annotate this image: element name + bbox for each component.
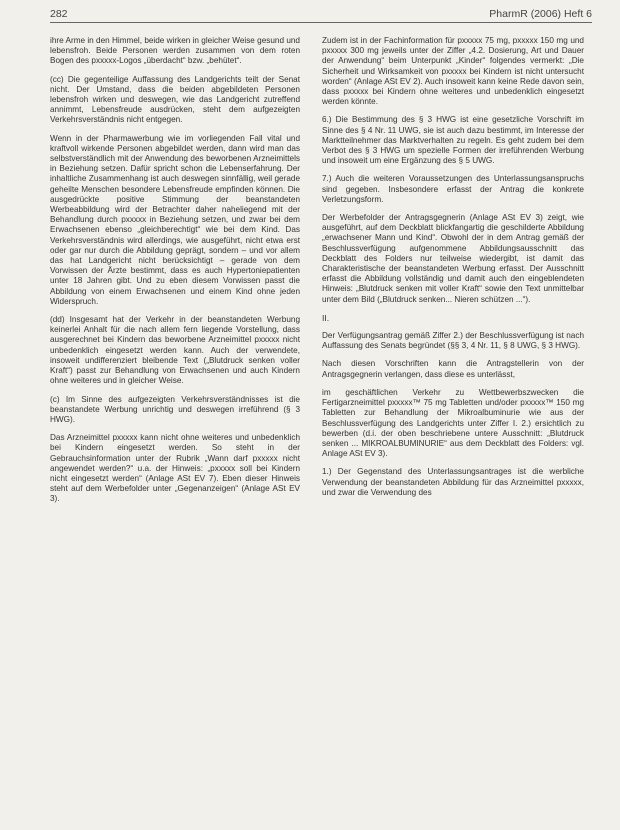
paragraph: im geschäftlichen Verkehr zu Wettbewerbszwecken die Fertigarzneimittel pxxxxx™ 75 mg Tabletten und/oder pxxxxx™ 150 mg Tabletten zur Behandlung der Mikroalbuminurie wie aus der Beschlussverfügung des Landgerichts unter Ziffer I. 2.) ersichtlich zu bewerben (d.i. der oben beschriebene untere Ausschnitt: „Blutdruck senken ... MIKROALBUMINURIE“ aus dem Deckblatt des Folders: vgl. Anlage ASt EV 3). bbox=[322, 387, 584, 459]
paragraph: Das Arzneimittel pxxxxx kann nicht ohne weiteres und unbedenklich bei Kindern eingesetzt werden. So steht in der Gebrauchsinformation unter der Rubrik „Wann darf pxxxxx nicht angewendet werden?“ u.a. der Hinweis: „pxxxxx soll bei Kindern nicht eingesetzt werden“ (Anlage ASt EV 7). Eben dieser Hinweis steht auf dem Werbefolder unter „Gegenanzeigen“ (Anlage ASt EV 3). bbox=[50, 433, 300, 504]
paragraph: Nach diesen Vorschriften kann die Antragstellerin von der Antragsgegnerin verlangen, dass diese es unterlässt, bbox=[322, 359, 584, 379]
header-rule bbox=[50, 22, 592, 23]
paragraph: Der Verfügungsantrag gemäß Ziffer 2.) der Beschlussverfügung ist nach Auffassung des Senats begründet (§§ 3, 4 Nr. 11, § 8 UWG, § 3 HWG). bbox=[322, 331, 584, 351]
page-number: 282 bbox=[50, 8, 68, 20]
paragraph: Zudem ist in der Fachinformation für pxxxxx 75 mg, pxxxxx 150 mg und pxxxxx 300 mg jeweils unter der Ziffer „4.2. Dosierung, Art und Dauer der Anwendung“ beim Unterpunkt „Kinder“ folgendes vermerkt: „Die Sicherheit und Wirksamkeit von pxxxxx bei Kindern ist nicht untersucht worden“ (Anlage ASt EV 2). Auch insoweit kann keine Rede davon sein, dass pxxxxx bei Kindern ohne weiteres und unbedenklich eingesetzt werden könnte. bbox=[322, 36, 584, 107]
paragraph: (c) Im Sinne des aufgezeigten Verkehrsverständnisses ist die beanstandete Werbung unrichtig und deswegen irreführend (§ 3 HWG). bbox=[50, 394, 300, 424]
right-column bbox=[322, 36, 584, 506]
page-header bbox=[50, 6, 592, 22]
left-column bbox=[50, 36, 300, 513]
paragraph: (cc) Die gegenteilige Auffassung des Landgerichts teilt der Senat nicht. Der Umstand, dass die beiden abgebildeten Personen lebensfroh wirken und deswegen, wie das Landgericht zutreffend annimmt, Lebensfreude ausdrücken, steht dem aufgezeigten Verkehrsverständnis nicht entgegen. bbox=[50, 74, 300, 125]
paragraph: ihre Arme in den Himmel, beide wirken in gleicher Weise gesund und lebensfroh. Beide Personen werden zusammen von dem roten Bogen des pxxxxx-Logos „überdacht“ bzw. „behütet“. bbox=[50, 36, 300, 66]
journal-reference: PharmR (2006) Heft 6 bbox=[489, 8, 592, 20]
section-heading: II. bbox=[322, 312, 330, 323]
paragraph: 7.) Auch die weiteren Voraussetzungen des Unterlassungsanspruchs sind gegeben. Insbesondere erfasst der Antrag die konkrete Verletzungsform. bbox=[322, 174, 584, 204]
paragraph: Wenn in der Pharmawerbung wie im vorliegenden Fall vital und kraftvoll wirkende Personen abgebildet werden, dann wird man das selbstverständlich mit der Anwendung des beworbenen Arzneimittels in Beziehung setzen. Dafür spricht schon die Lebenserfahrung. Der inhaltliche Zusammenhang ist auch deswegen sinnfällig, weil gerade geheilte Menschen besondere Lebensfreude empfinden können. Die ausgedrückte positive Stimmung der beanstandeten Werbeabbildung wird der Betrachter daher naheliegend mit der Behandlung durch pxxxxx in Beziehung setzen, und zwar bei dem Erwachsenen ebenso „gleichberechtigt“ wie bei dem Kind. Das Verkehrsverständnis wird allerdings, wie ausgeführt, nicht etwa erst oder gar nur durch die Abbildung geprägt, sondern – und vor allem das hat Landgericht nicht berücksichtigt – gerade von dem Vorwissen der Ärzte bestimmt, dass es auch Hypertoniepatienten unter 18 Jahren gibt. Und zu eben diesem Vorwissen passt die Abbildung von einem Erwachsenen und einem Kind ohne jeden Widerspruch. bbox=[50, 133, 300, 306]
paragraph: 6.) Die Bestimmung des § 3 HWG ist eine gesetzliche Vorschrift im Sinne des § 4 Nr. 11 UWG, sie ist auch dazu bestimmt, im Interesse der Marktteilnehmer das Marktverhalten zu regeln. Es geht zudem bei dem Verbot des § 3 HWG um spezielle Formen der irreführenden Werbung und insoweit um eine Ergänzung des § 5 UWG. bbox=[322, 115, 584, 166]
paragraph: Der Werbefolder der Antragsgegnerin (Anlage ASt EV 3) zeigt, wie ausgeführt, auf dem Deckblatt blickfangartig die geschilderte Abbildung „erwachsener Mann und Kind“. Obwohl der in dem Antrag gemäß der Beschlussverfügung aufgenommene Abbildungsausschnitt das Deckblatt des Folders nur teilweise wiedergibt, ist damit das Charakteristische der beanstandeten Werbung erfasst. Der Ausschnitt erfasst die Abbildung vollständig und damit auch den eingeblendeten Hinweis: „Blutdruck senken mit voller Kraft“ sowie den Text unmittelbar unter dem Bild („Blutdruck senken... Nieren schützen ...“). bbox=[322, 213, 584, 304]
paragraph: 1.) Der Gegenstand des Unterlassungsantrages ist die werbliche Verwendung der beanstandeten Abbildung für das Arzneimittel pxxxxx, und zwar die Verwendung des bbox=[322, 467, 584, 497]
paragraph: (dd) Insgesamt hat der Verkehr in der beanstandeten Werbung keinerlei Anhalt für die nach allem fern liegende Vorstellung, dass ausgerechnet bei Kindern das beworbene Arzneimittel pxxxxx nicht unbedenklich eingesetzt werden kann. Auch der verwendete, insoweit undifferenziert bleibende Text („Blutdruck senken voller Kraft“) passt zur Behandlung von Erwachsenen und auch Kindern ohne weiteres und in gleicher Weise. bbox=[50, 315, 300, 386]
